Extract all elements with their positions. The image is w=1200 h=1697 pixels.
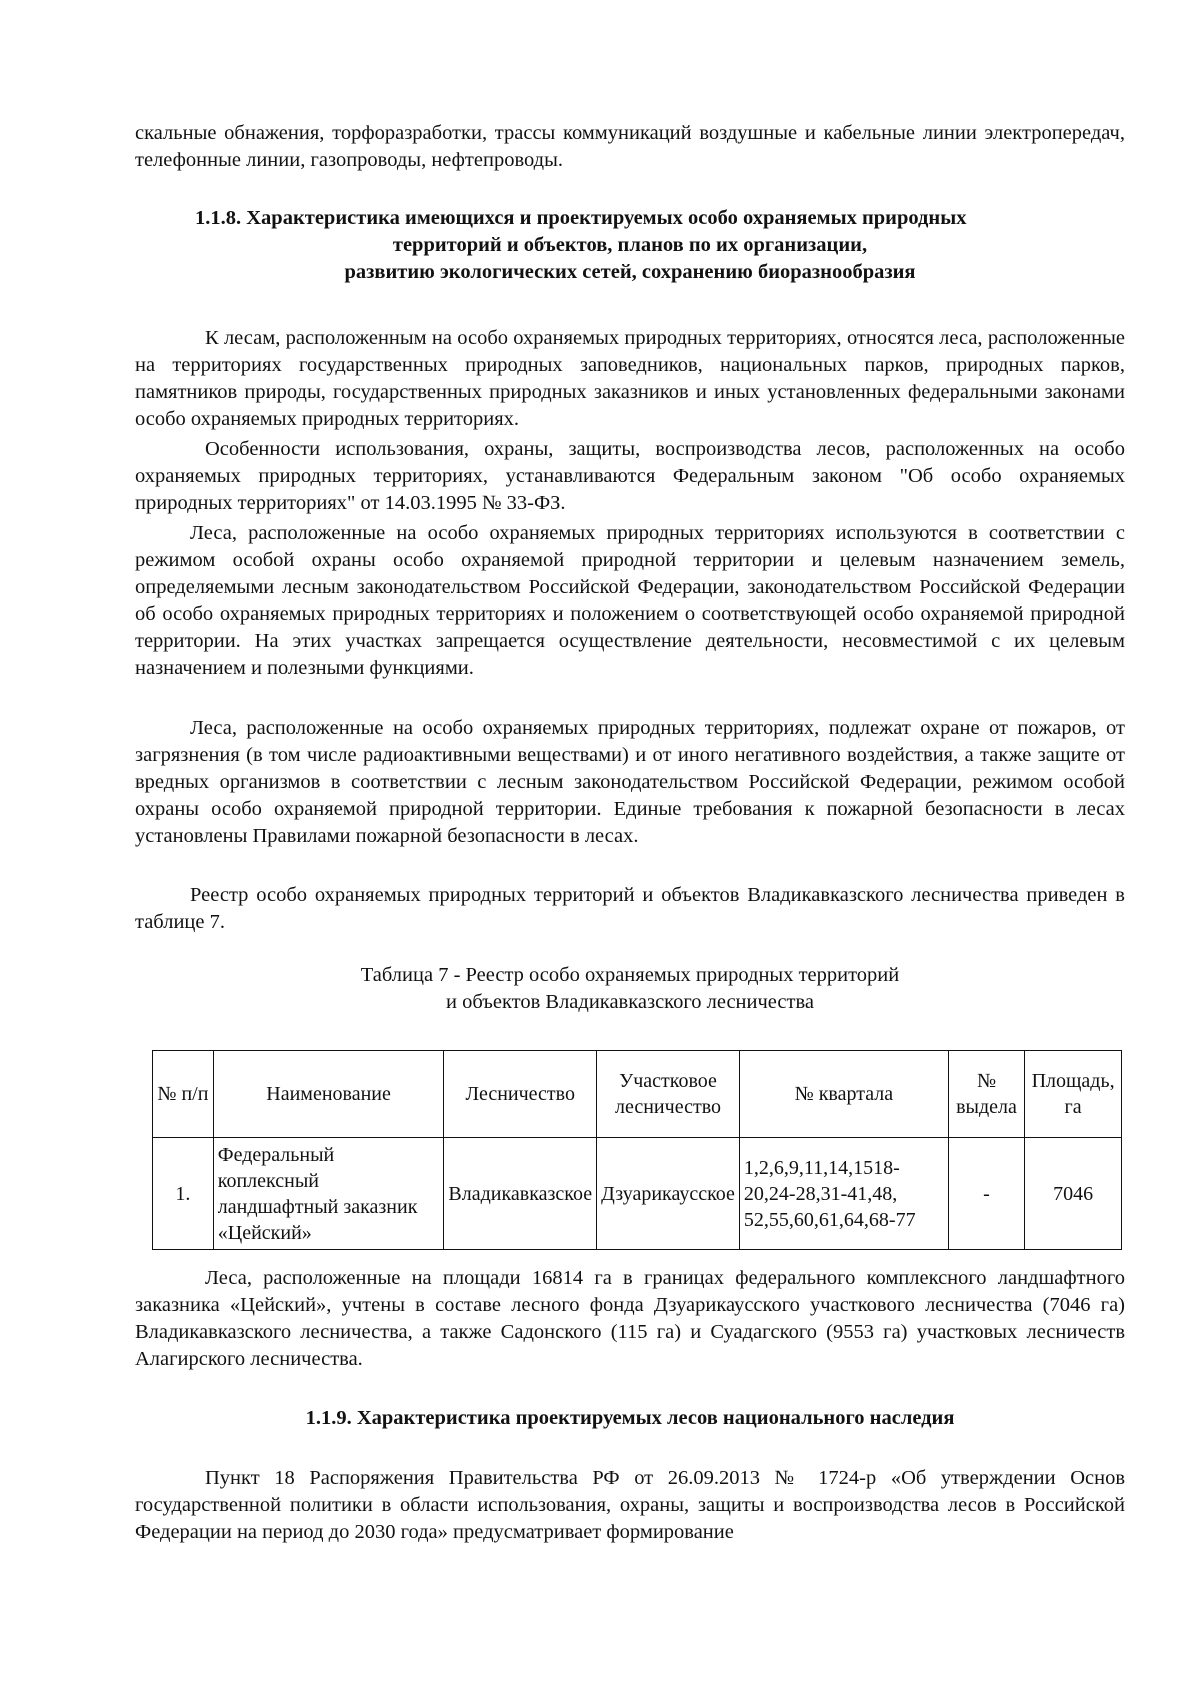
header-num: № п/п: [153, 1051, 214, 1138]
table-header-row: [153, 1051, 1122, 1138]
paragraph-6: Леса, расположенные на площади 16814 га в границах федерального комплексного ландшафтного заказника «Цейский», учтены в составе лесного фонда Дзуарикаусского участкового лесничества (7046 га) Владикавказского лесничества, а также Садонского (115 га) и Суадагского (9553 га) участковых лесничеств Алагирского лесничества.: [135, 1267, 1125, 1370]
cell-quarters: 1,2,6,9,11,14,1518-20,24-28,31-41,48, 52,55,60,61,64,68-77: [739, 1138, 948, 1250]
cell-name: Федеральный коплексный ландшафтный заказник «Цейский»: [213, 1138, 444, 1250]
cell-area: 7046: [1025, 1138, 1122, 1250]
paragraph-7: Пункт 18 Распоряжения Правительства РФ от 26.09.2013 № 1724-р «Об утверждении Основ государственной политики в области использования, охраны, защиты и воспроизводства лесов в Российской Федерации на период до 2030 года» предусматривает формирование: [135, 1467, 1125, 1543]
section-119-heading: 1.1.9. Характеристика проектируемых лесов национального наследия: [305, 1407, 955, 1429]
header-quarters: № квартала: [739, 1051, 948, 1138]
header-plot: № выдела: [948, 1051, 1024, 1138]
cell-num: 1.: [153, 1138, 214, 1250]
header-area: Площадь, га: [1025, 1051, 1122, 1138]
table-caption: [135, 962, 1125, 1016]
intro-paragraph: скальные обнажения, торфоразработки, трассы коммуникаций воздушные и кабельные линии электропередач, телефонные линии, газопроводы, нефтепроводы.: [135, 122, 1125, 171]
paragraph-2: Особенности использования, охраны, защиты, воспроизводства лесов, расположенных на особо охраняемых природных территориях, устанавливаются Федеральным законом "Об особо охраняемых природных территориях" от 14.03.1995 № 33-ФЗ.: [135, 438, 1125, 514]
table-row: [153, 1138, 1122, 1250]
cell-district: Дзуарикаусское: [597, 1138, 740, 1250]
paragraph-3: Леса, расположенные на особо охраняемых природных территориях используются в соответствии с режимом особой охраны особо охраняемой природной территории и целевым назначением земель, определяемыми лесным законодательством Российской Федерации, законодательством Российской Федерации об особо охраняемых природных территориях и положением о соответствующей особо охраняемой природной территории. На этих участках запрещается осуществление деятельности, несовместимой с их целевым назначением и полезными функциями.: [135, 522, 1125, 679]
table-caption-line1: Таблица 7 - Реестр особо охраняемых природных территорий: [360, 964, 900, 986]
paragraph-5: Реестр особо охраняемых природных территорий и объектов Владикавказского лесничества приведен в таблице 7.: [135, 884, 1125, 933]
registry-table: [152, 1050, 1122, 1250]
header-forestry: Лесничество: [444, 1051, 597, 1138]
section-118-line1: 1.1.8. Характеристика имеющихся и проектируемых особо охраняемых природных: [195, 207, 967, 229]
section-118-line2: территорий и объектов, планов по их организации,: [392, 234, 868, 256]
table-caption-line2: и объектов Владикавказского лесничества: [446, 991, 814, 1013]
section-118-heading: [135, 205, 1125, 286]
section-118-line3: развитию экологических сетей, сохранению биоразнообразия: [344, 261, 916, 283]
paragraph-1: К лесам, расположенным на особо охраняемых природных территориях, относятся леса, расположенные на территориях государственных природных заповедников, национальных парков, природных парков, памятников природы, государственных природных заказников и иных установленных федеральными законами особо охраняемых природных территориях.: [135, 327, 1125, 430]
header-name: Наименование: [213, 1051, 444, 1138]
header-district: Участковое лесничество: [597, 1051, 740, 1138]
cell-plot: -: [948, 1138, 1024, 1250]
paragraph-4: Леса, расположенные на особо охраняемых природных территориях, подлежат охране от пожаров, от загрязнения (в том числе радиоактивными веществами) и от иного негативного воздействия, а также защите от вредных организмов в соответствии с лесным законодательством Российской Федерации, режимом особой охраны особо охраняемой природной территории. Единые требования к пожарной безопасности в лесах установлены Правилами пожарной безопасности в лесах.: [135, 717, 1125, 847]
cell-forestry: Владикавказское: [444, 1138, 597, 1250]
